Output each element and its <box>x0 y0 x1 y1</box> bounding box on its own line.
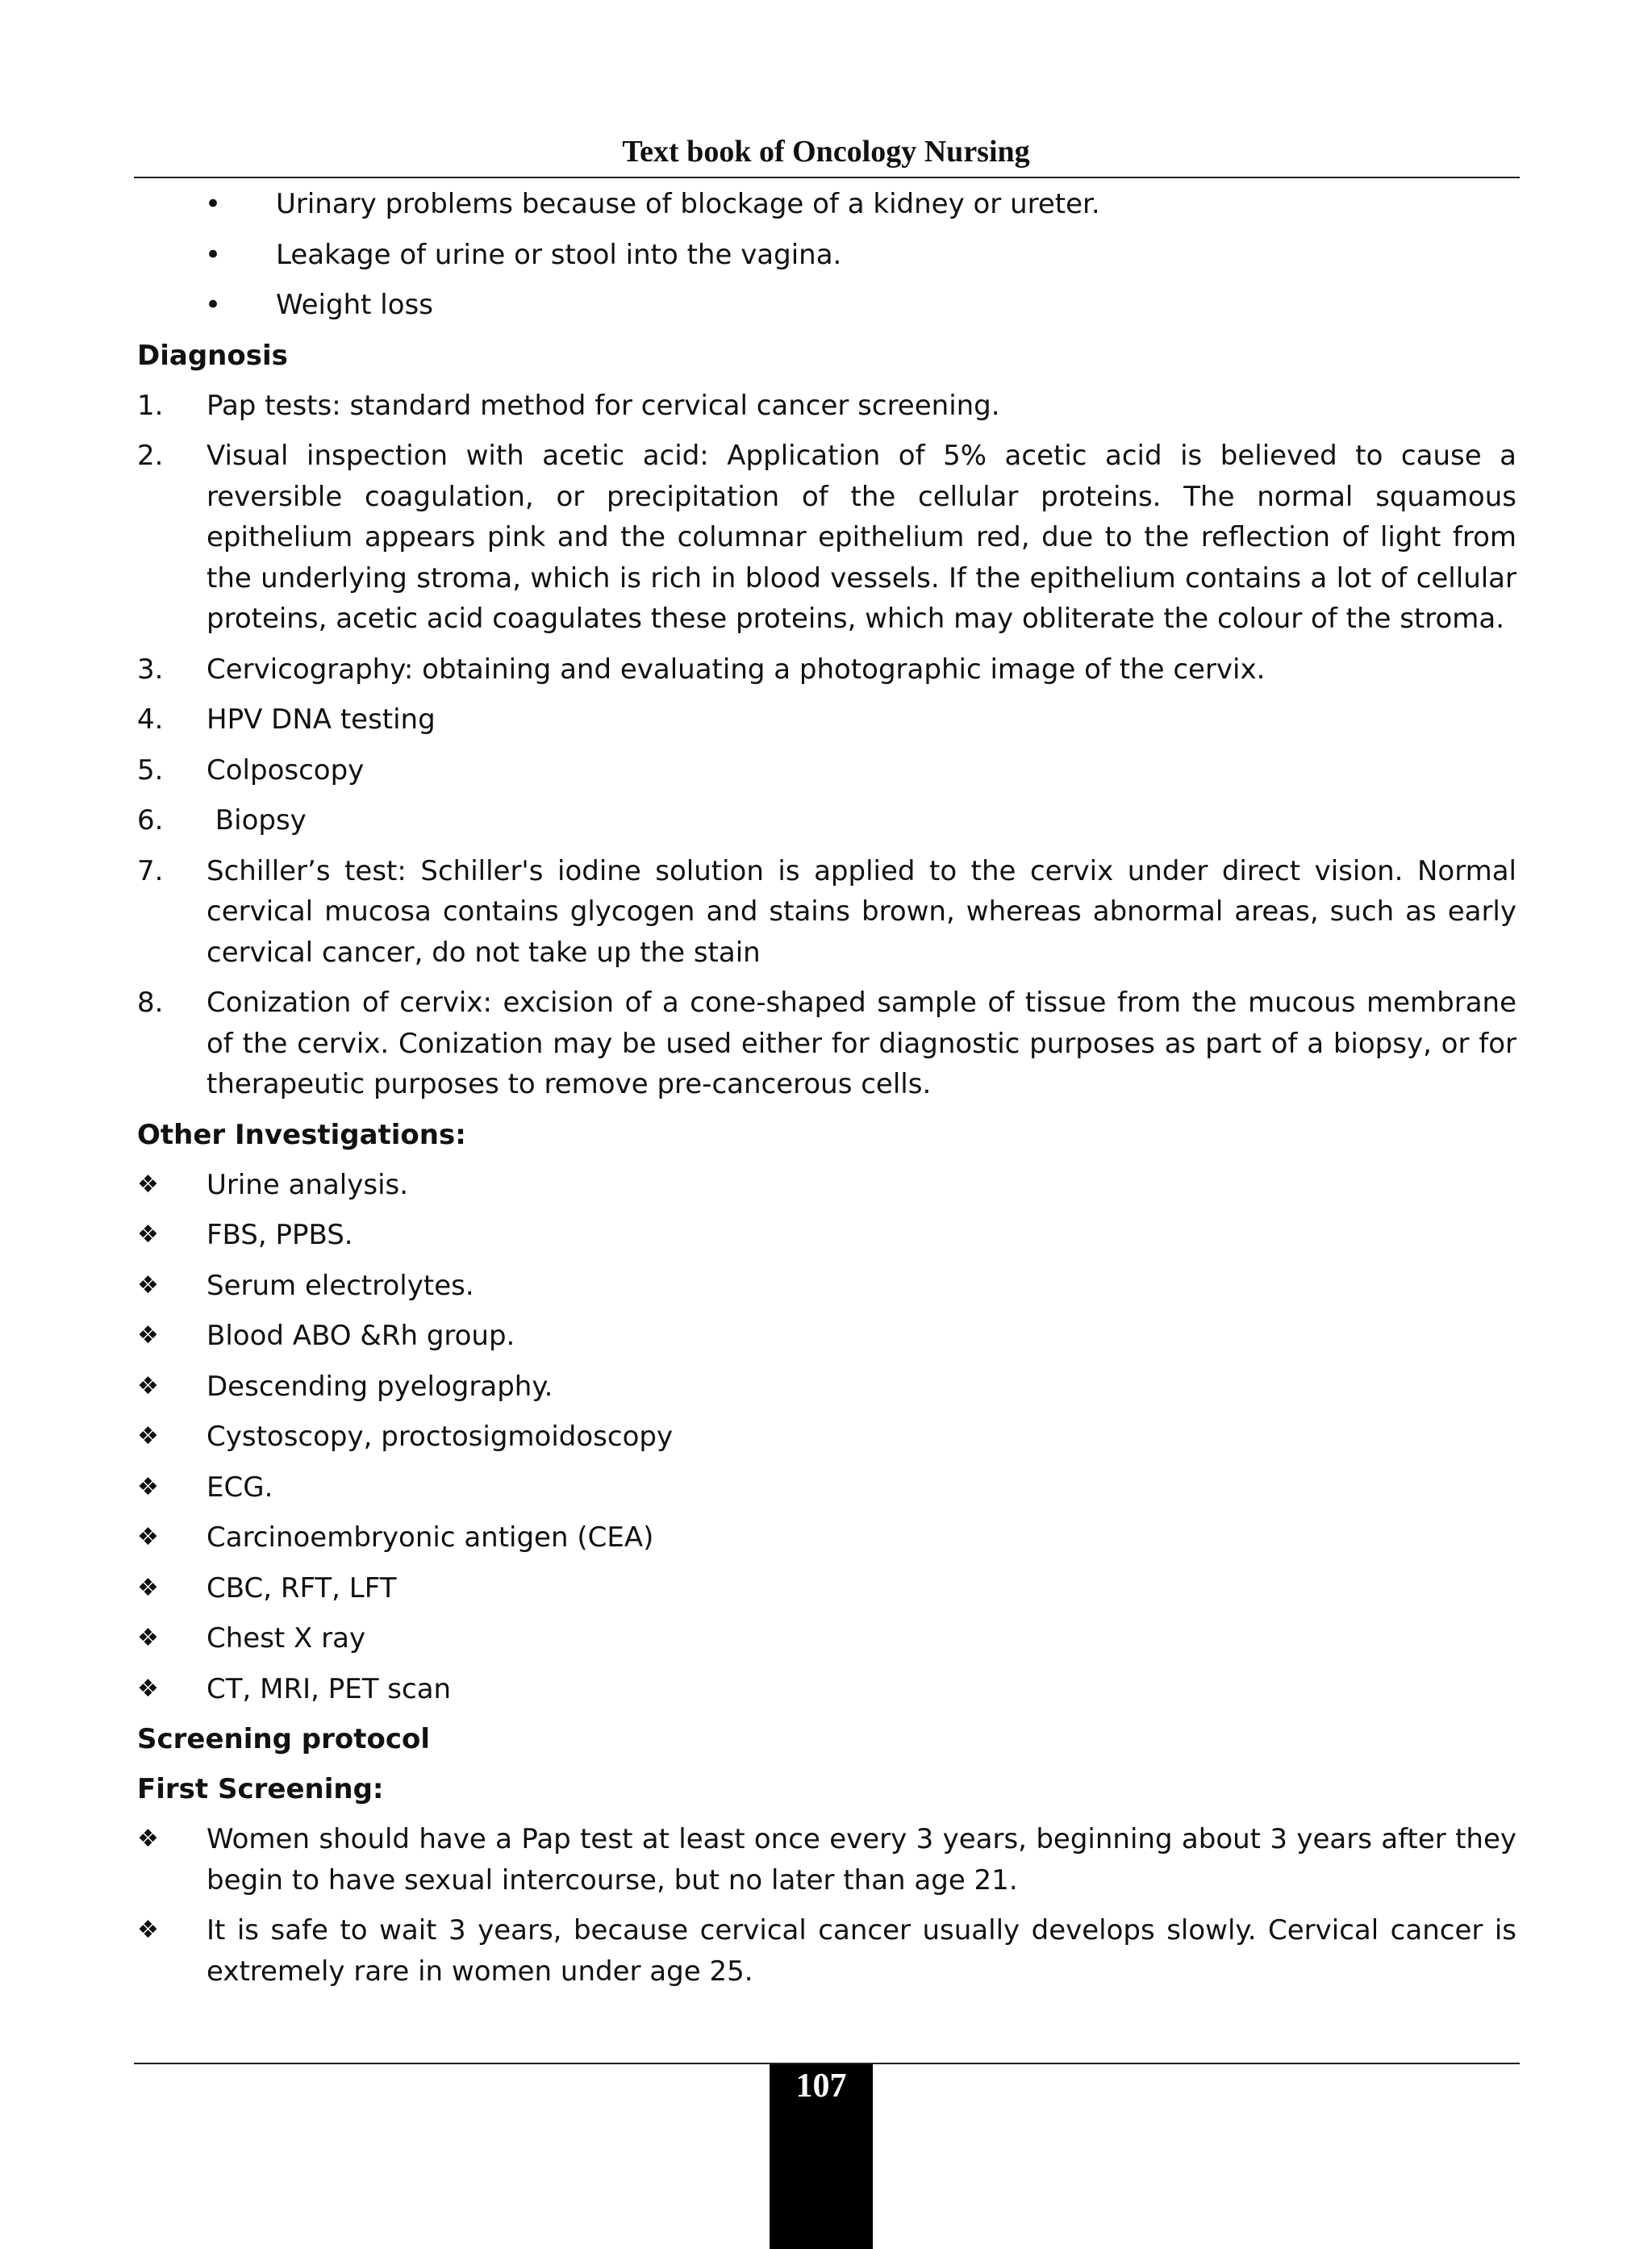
other-investigations-heading: Other Investigations: <box>137 1118 466 1151</box>
diamond-bullet-icon: ❖ <box>137 1170 159 1199</box>
list-item <box>137 1618 1516 1659</box>
list-item <box>137 1669 1516 1710</box>
list-item-text: Weight loss <box>276 289 433 321</box>
list-item-text: Visual inspection with acetic acid: Application of 5% acetic acid is believed to cause a reversible coagulation, or precipitation of the cellular proteins. The normal squamous epithelium appears pink and the columnar epithelium red, due to the reflection of light from the underlying stroma, which is rich in blood vessels. If the epithelium contains a lot of cellular proteins, acetic acid coagulates these proteins, which may obliterate the colour of the stroma. <box>206 440 1516 635</box>
list-item-text: Schiller’s test: Schiller's iodine solution is applied to the cervix under direct vision. Normal cervical mucosa contains glycogen and stains brown, whereas abnormal areas, such as early cervical cancer, do not take up the stain <box>206 854 1516 969</box>
header-divider <box>134 177 1520 178</box>
list-item <box>137 1467 1516 1508</box>
list-item <box>137 1517 1516 1558</box>
list-item-text: Descending pyelography. <box>206 1370 553 1403</box>
diamond-bullet-icon: ❖ <box>137 1825 159 1853</box>
list-item <box>137 1568 1516 1609</box>
bullet-icon: • <box>205 289 222 321</box>
screening-protocol-heading: Screening protocol <box>137 1723 431 1755</box>
list-item-text: Blood ABO &Rh group. <box>206 1320 515 1352</box>
diamond-bullet-icon: ❖ <box>137 1271 159 1300</box>
diamond-bullet-icon: ❖ <box>137 1220 159 1249</box>
list-item-text: Chest X ray <box>206 1622 366 1654</box>
diamond-bullet-icon: ❖ <box>137 1624 159 1652</box>
list-number: 4. <box>137 703 164 736</box>
list-item-text: Urinary problems because of blockage of a kidney or ureter. <box>276 188 1100 220</box>
list-item-text: It is safe to wait 3 years, because cervical cancer usually develops slowly. Cervical cancer is extremely rare in women under age 25. <box>206 1914 1516 1988</box>
list-item <box>137 1367 1516 1408</box>
first-screening-subheading: First Screening: <box>137 1773 384 1805</box>
list-item <box>137 386 1516 427</box>
list-item-text: Biopsy <box>206 804 307 837</box>
list-item-text: Colposcopy <box>206 753 365 787</box>
list-item-text: ECG. <box>206 1471 273 1504</box>
list-number: 2. <box>137 440 164 472</box>
list-item-text: Cystoscopy, proctosigmoidoscopy <box>206 1421 674 1453</box>
list-item <box>137 1165 1516 1206</box>
diagnosis-list <box>137 386 1516 1105</box>
list-number: 1. <box>137 389 164 422</box>
list-item-text: Pap tests: standard method for cervical cancer screening. <box>206 389 1000 422</box>
list-item <box>137 983 1516 1105</box>
list-item <box>137 851 1516 974</box>
list-item <box>137 1910 1516 1992</box>
list-item <box>137 750 1516 791</box>
list-item-text: Serum electrolytes. <box>206 1269 474 1302</box>
list-item-text: FBS, PPBS. <box>206 1219 353 1251</box>
list-item-text: CBC, RFT, LFT <box>206 1571 397 1604</box>
list-number: 7. <box>137 854 164 887</box>
other-investigations-list <box>137 1165 1516 1710</box>
list-item <box>137 1215 1516 1256</box>
list-item <box>137 699 1516 741</box>
diamond-bullet-icon: ❖ <box>137 1371 159 1400</box>
page-body <box>137 184 1516 2001</box>
list-item <box>137 649 1516 691</box>
list-item <box>137 800 1516 841</box>
diamond-bullet-icon: ❖ <box>137 1472 159 1501</box>
list-number: 6. <box>137 804 164 837</box>
running-header-title: Text book of Oncology Nursing <box>622 135 1030 169</box>
list-item-text: Cervicography: obtaining and evaluating a photographic image of the cervix. <box>206 653 1266 686</box>
list-item <box>137 1819 1516 1901</box>
diamond-bullet-icon: ❖ <box>137 1523 159 1551</box>
list-item <box>137 1266 1516 1307</box>
diamond-bullet-icon: ❖ <box>137 1573 159 1602</box>
diamond-bullet-icon: ❖ <box>137 1916 159 1944</box>
list-item-text: HPV DNA testing <box>206 703 436 736</box>
diamond-bullet-icon: ❖ <box>137 1674 159 1703</box>
bullet-icon: • <box>205 238 222 271</box>
page-number: 107 <box>795 2067 847 2105</box>
list-item-text: Urine analysis. <box>206 1168 409 1201</box>
intro-bullet-list <box>137 184 1516 326</box>
diagnosis-heading: Diagnosis <box>137 339 288 372</box>
list-item-text: CT, MRI, PET scan <box>206 1672 452 1705</box>
list-item <box>137 1316 1516 1357</box>
list-number: 3. <box>137 653 164 686</box>
list-item <box>137 436 1516 640</box>
diamond-bullet-icon: ❖ <box>137 1422 159 1450</box>
list-item <box>137 184 1516 225</box>
bullet-icon: • <box>205 188 222 220</box>
list-number: 5. <box>137 753 164 787</box>
list-item-text: Carcinoembryonic antigen (CEA) <box>206 1521 654 1554</box>
diamond-bullet-icon: ❖ <box>137 1321 159 1350</box>
list-item-text: Conization of cervix: excision of a cone-shaped sample of tissue from the mucous membrane of the cervix. Conization may be used either for diagnostic purposes as part of a biopsy, or for therapeutic purposes to remove pre-cancerous cells. <box>206 987 1516 1100</box>
list-item-text: Leakage of urine or stool into the vagina. <box>276 238 842 271</box>
list-item <box>137 235 1516 276</box>
list-item-text: Women should have a Pap test at least once every 3 years, beginning about 3 years after they begin to have sexual intercourse, but no later than age 21. <box>206 1823 1516 1896</box>
list-number: 8. <box>137 987 164 1019</box>
screening-list <box>137 1819 1516 1992</box>
list-item <box>137 285 1516 326</box>
list-item <box>137 1417 1516 1458</box>
